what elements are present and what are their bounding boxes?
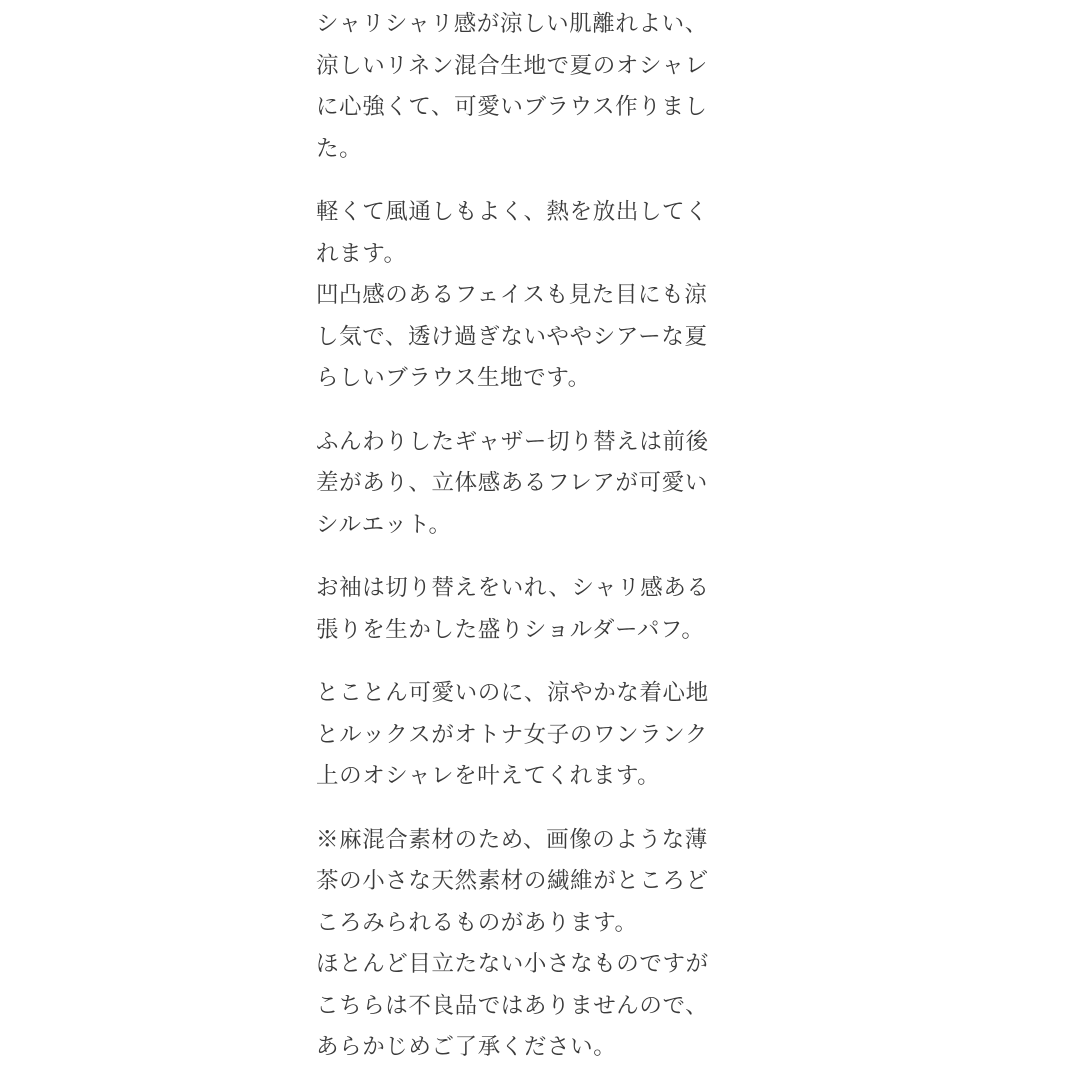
- text-line: に心強くて、可愛いブラウス作りまし: [316, 94, 708, 120]
- text-line: 涼しいリネン混合生地で夏のオシャレ: [316, 52, 708, 79]
- text-line: 茶の小さな天然素材の繊維がところど: [316, 868, 709, 894]
- paragraph-gap: [316, 170, 736, 192]
- text-line: 差があり、立体感あるフレアが可愛い: [316, 470, 708, 496]
- paragraph-gap: [316, 546, 736, 568]
- text-line: とルックスがオトナ女子のワンランク: [316, 721, 709, 748]
- paragraph-style: [316, 673, 736, 798]
- product-description: [316, 4, 736, 1069]
- text-line: らしいブラウス生地です。: [316, 365, 591, 391]
- paragraph-sleeves: [316, 568, 736, 651]
- paragraph-gap: [316, 798, 736, 820]
- text-line: 軽くて風通しもよく、熱を放出してく: [316, 199, 709, 225]
- paragraph-fabric-intro: [316, 4, 736, 170]
- text-line: シャリシャリ感が涼しい肌離れよい、: [316, 11, 708, 37]
- text-line: あらかじめご了承ください。: [316, 1034, 617, 1060]
- text-line: ほとんど目立たない小さなものですが: [316, 951, 709, 977]
- paragraph-gap: [316, 400, 736, 422]
- text-line: れます。: [316, 240, 407, 267]
- text-line: お袖は切り替えをいれ、シャリ感ある: [316, 575, 710, 601]
- paragraph-breathability: [316, 192, 736, 400]
- text-line: とことん可愛いのに、涼やかな着心地: [316, 680, 709, 706]
- text-line: ※麻混合素材のため、画像のような薄: [316, 826, 708, 853]
- text-line: 張りを生かした盛りショルダーパフ。: [316, 616, 705, 643]
- paragraph-silhouette: [316, 422, 736, 547]
- paragraph-gap: [316, 651, 736, 673]
- text-line: ふんわりしたギャザー切り替えは前後: [316, 428, 709, 455]
- paragraph-material-notice: [316, 820, 736, 1069]
- text-line: こちらは不良品ではありませんので、: [316, 992, 709, 1019]
- text-line: た。: [316, 135, 363, 162]
- text-line: し気で、透け過ぎないややシアーな夏: [316, 323, 708, 350]
- text-line: 凹凸感のあるフェイスも見た目にも涼: [316, 282, 708, 308]
- text-line: ころみられるものがあります。: [316, 909, 638, 936]
- text-line: 上のオシャレを叶えてくれます。: [316, 763, 661, 789]
- text-line: シルエット。: [316, 511, 452, 538]
